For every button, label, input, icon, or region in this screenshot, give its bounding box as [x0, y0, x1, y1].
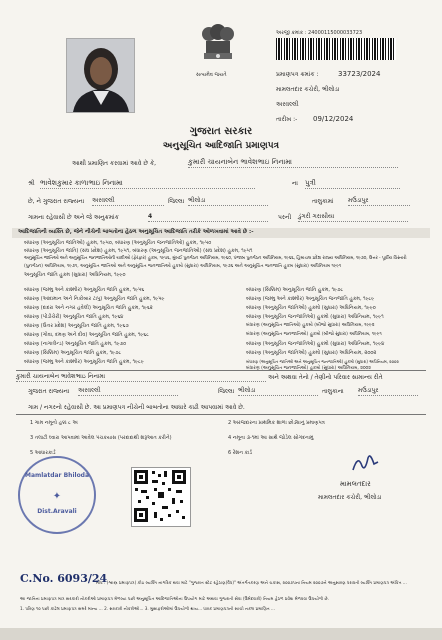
signatory-office: મામલતદાર કચેરી, ભીલોડા [318, 494, 382, 501]
order-line: બંધારણ (અનુસૂચિત જાતિ) (સંઘ પ્રદેશ) હુકમ, ૧૯૫૧, બંધારણ (અનુસૂચિત જનજાતિઓ) (સંઘ પ્રદેશ) હુકમ, ૧૯૫૧ [24, 248, 253, 254]
order-line-right: બંધારણ (અનુસૂચિત જનજાતિઓ) હુકમો (સુધારા) અધિનિયમ, ૨૦૦૨ [246, 366, 371, 371]
order-line-right: બંધારણ (અનુસૂચિત જાતિઓ) હુકમો (બીજો સુધારા) અધિનિયમ, ૧૯૯૨ [246, 323, 375, 328]
order-line: બંધારણ (જમ્મુ અને કાશ્મીર) અનુસૂચિત જાતિ હુકમ, ૧૯૫૬ [24, 287, 145, 293]
district-value: ભીલોડા [188, 197, 268, 206]
order-line: (પુનર્ગઠન) અધિનિયમ, ૧૯૭૧, અનુસૂચિત જાતિઓ અને અનુસૂચિત જનજાતિઓ હુકમો (સુધારા) અધિનિયમ, ૧૯૭૬ અને અનુસૂચિત જનજાતિ હુકમ (સુધારા) અધિનિયમ ૧૯૯૧ [24, 264, 342, 269]
footer-note: નોંધ : (શ્વાસ્ત્ર પ્રમાણપત્ર) કોઇ વ્યક્તિ નાગરિક થવા માટે "ગુજરાત સ્ટેટ રહેઠાણ(વૈધ)" અંતર્ગતકરણ અને ચકાસ, ૨૦૦૭૫ના નિયમ ૨૦૦૭ને અનુસારણ ધરાવતી વ્યક્તિ પ્રમાણપત્ર અંકિત ... [96, 580, 407, 585]
signatory-designation: મામલતદાર [340, 480, 371, 488]
order-line-right: બંધારણ (જમ્મુ અને કાશ્મીર) અનુસૂચિત જનજાતિ હુકમ, ૧૯૮૯ [246, 296, 375, 302]
taluka-label: તાલુકામાં [312, 198, 334, 205]
residence-name: કુમારી ચાયનાબેન ભાવેશભાઇ નિનામા [16, 373, 266, 382]
basis-item: 5 આધારકાર્ડ [30, 450, 56, 456]
father-prefix: શ્રી [28, 180, 35, 187]
order-line: બંધારણ (ઉત્તર પ્રદેશ) અનુસૂચિત જાતિ હુકમ, ૧૯૬૭ [24, 323, 129, 329]
order-line: અનુસૂચિત જાતિઓ અને અનુસૂચિત જનજાતિઓની યાદીઓ (ફેરફાર) હુકમ, ૧૯૫૬, મુંબઈ પુનર્ગઠન અધિનિયમ, ૧૯૬૦, પંજાબ પુનર્ગઠન અધિનિયમ, ૧૯૬૬, હિમાચલ પ્રદેશ રાજ્ય અધિનિયમ, ૧૯૭૦, ઉત્તર - પૂર્વીય વિસ્તારો [24, 256, 407, 261]
government-title: ગુજરાત સરકાર [189, 126, 253, 137]
divider [16, 370, 426, 371]
issuing-district: અરવલ્લી [276, 101, 299, 108]
order-line: બંધારણ (સિક્કિમ) અનુસૂચિત જાતિ હુકમ, ૧૯૭૮ [24, 350, 122, 356]
issuing-office: મામલતદાર કચેરી, ભીલોડા [276, 86, 340, 93]
certificate-number-label: પ્રમાણપત્ર ક્રમાંક : [276, 71, 319, 78]
relation-label: ના [292, 180, 298, 187]
caste-label: પરની [278, 214, 292, 221]
applicant-photo [66, 38, 135, 113]
footer-note-2: આ જાતિના પ્રમાણપત્ર માત્ર સરકારી નોકરીઓ પ્રમાણપત્ર મેળવ્યા પછી અનુસૂચિત આદિજાતિઓના ઉપયોગ માટે અથવા ગુજરાતી સેવા (ઉમેદવારી) નિયમ હેઠળ પ્રવેશ મેળવવા ઉપયોગી છે. [20, 596, 330, 601]
order-line-right: બંધારણ (અનુસૂચિત જાતિઓ અને અનુસૂચિત જનજાતિઓ) હુકમો (સુધારા) અધિનિયમ, ૨૦૦૨ [246, 359, 399, 364]
intro-text: આથી પ્રમાણિત કરવામાં આવે છે કે, [72, 160, 157, 167]
residence-taluka-value: મઉડાપુર [358, 387, 418, 396]
barcode [276, 38, 396, 60]
residence-state-prefix: ગુજરાત રાજ્યના [28, 388, 70, 395]
basis-item: 2 અરજદારના પ્રાથમિક શાળા છોડ્યાનું પ્રમાણપત્ર [228, 420, 325, 426]
handwritten-number: C.No. 6093/24 [20, 572, 108, 585]
order-line-right: બંધારણ (સિક્કિમ) અનુસૂચિત જાતિ હુકમ, ૧૯૭૮ [246, 287, 344, 293]
basis-item: 6 રેશન કાર્ડ [228, 450, 253, 456]
caste-name: ડુંગરી ગરાસીયા [298, 213, 408, 222]
order-line: બંધારણ (ગોવા, દમણ અને દીવ) અનુસૂચિત જાતિ હુકમ, ૧૯૬૮ [24, 332, 149, 338]
residence-district-value: ભીલોડા [238, 387, 318, 396]
order-line: બંધારણ (દાદરા અને નગર હવેલી) અનુસૂચિત જાતિ હુકમ, ૧૯૬૨ [24, 305, 153, 311]
father-name: ભાવેશકુમાર કાળાભાઇ નિનામા [40, 179, 255, 189]
footer-note-3: 1. પરિણ ૧૦ પછી કાઢેલ પ્રમાણપત્ર સમરે માન્ય ... 2. સરકારી નોકરીઓ... 3. મુસાફરીઓમાં ઉપયોગી થાય... ધારક પ્રમાણપત્રની સાચી નકલ પ્રમાણિત ... [20, 606, 275, 611]
basis-item: 3 તલાટી ઘ્વારા આપવામાં આવેલ પંચકયાસ (પરદાદાથી શરૂઆત કરીને) [30, 435, 172, 441]
order-line: બંધારણ (અનુસૂચિત જાતિઓ) હુકમ, ૧૯૫૦, બંધારણ (અનુસૂચિત જનજાતિઓ) હુકમ, ૧૯૫૦ [24, 240, 212, 246]
order-line: બંધારણ (આંદામાન અને નિકોબાર ટાપુ) અનુસૂચિત જાતિ હુકમ, ૧૯૫૯ [24, 296, 165, 302]
basis-item: 4 નમૂના ૩-૧માં આ સાથે જોડેલ સોગંદનામું [228, 435, 314, 441]
residence-suffix: અને અથવા તેનો / તેણીનો પરિવાર સામાન્ય રીતે [268, 374, 383, 381]
application-number: અરજી ક્રમાંક : 24000115000033723 [276, 30, 363, 36]
state-prefix: છે, ને ગુજરાત રાજ્યના [28, 198, 85, 205]
seal-star-icon: ✦ [52, 491, 62, 502]
date-label: તારીખ :- [276, 116, 298, 123]
taluka-value: મઉડાપુર [348, 197, 410, 206]
certificate-number: 33723/2024 [338, 70, 381, 78]
official-seal [18, 456, 96, 534]
basis-item: 1 ગામ નમૂનો હક્ક ૮ અ [30, 420, 78, 426]
village-prefix: ગામના રહેવાસી છે અને જે અનુક્રમાંક [28, 214, 119, 221]
order-line: બંધારણ (નાગાલેન્ડ) અનુસૂચિત જાતિ હુકમ, ૧૯૭૦ [24, 341, 127, 347]
residence-district-label: જિલ્લા [218, 388, 235, 395]
orders-heading: આદિજાતિની વ્યક્તિ છે, જેને નીચેની બાબતોના હેઠળ અનુસૂચિત આદિજાતિ તરીકે ઓળખવામાં આવે છે :- [18, 229, 254, 235]
signature [350, 452, 380, 478]
order-line: અનુસૂચિત જાતિ હુકમ (સુધારા) અધિનિયમ, ૧૯૯૦ [24, 272, 126, 278]
residence-taluka-label: તાલુકાના [322, 388, 344, 395]
order-line-right: બંધારણ (અનુસૂચિત જાતિઓ) હુકમો (સુધારા) અધિનિયમ, ૧૯૯૦ [246, 305, 376, 311]
order-line-right: બંધારણ (અનુસૂચિત જાતિઓ) હુકમો (સુધારા) અધિનિયમ, ૨૦૦૨ [246, 350, 377, 356]
order-line-right: બંધારણ (અનુસૂચિત જનજાતિઓ) હુકમો (સુધારા) અધિનિયમ, ૧૯૯૪ [246, 341, 385, 347]
order-line: બંધારણ (જમ્મુ અને કાશ્મીર) અનુસૂચિત જાતિ હુકમ, ૧૯૮૯ [24, 359, 144, 365]
certificate-title: અનુસૂચિત આદિજાતિ પ્રમાણપત્ર [162, 141, 280, 151]
emblem-caption: સત્યમેવ જયતે [196, 72, 227, 78]
serial-number: 4 [148, 213, 268, 222]
state-emblem-icon [195, 22, 241, 72]
divider [16, 414, 426, 415]
relation: પુત્રી [305, 179, 400, 189]
seal-bottom-text: Dist.Aravali [37, 508, 77, 515]
residence-state-district: અરવલ્લી [78, 387, 178, 396]
scan-edge [0, 628, 442, 640]
seal-top-text: Mamlatdar Bhiloda [24, 472, 90, 479]
qr-code [131, 467, 191, 527]
holder-name: કુમારી ચાયનાબેન ભાવેશભાઇ નિનામા [188, 158, 398, 168]
district-label: જિલ્લા [168, 198, 185, 205]
issue-date: 09/12/2024 [313, 115, 354, 123]
order-line-right: બંધારણ (અનુસૂચિત જનજાતિઓ) હુકમો (સુધારા) અધિનિયમ, ૧૯૯૧ [246, 314, 384, 320]
state-district: અરવલ્લી [92, 197, 164, 206]
order-line-right: બંધારણ (અનુસૂચિત જનજાતિઓ) હુકમો (બીજો સુધારા) અધિનિયમ, ૧૯૯૧ [246, 332, 382, 337]
order-line: બંધારણ (પોંડીચેરી) અનુસૂચિત જાતિ હુકમ, ૧૯૬૪ [24, 314, 124, 320]
residence-closing: ગામ / નગરનો રહેવાસી છે. આ પ્રમાણપત્ર નીચેની બાબતોના આધારે કાઢી આપવામાં આવે છે. [28, 404, 245, 411]
